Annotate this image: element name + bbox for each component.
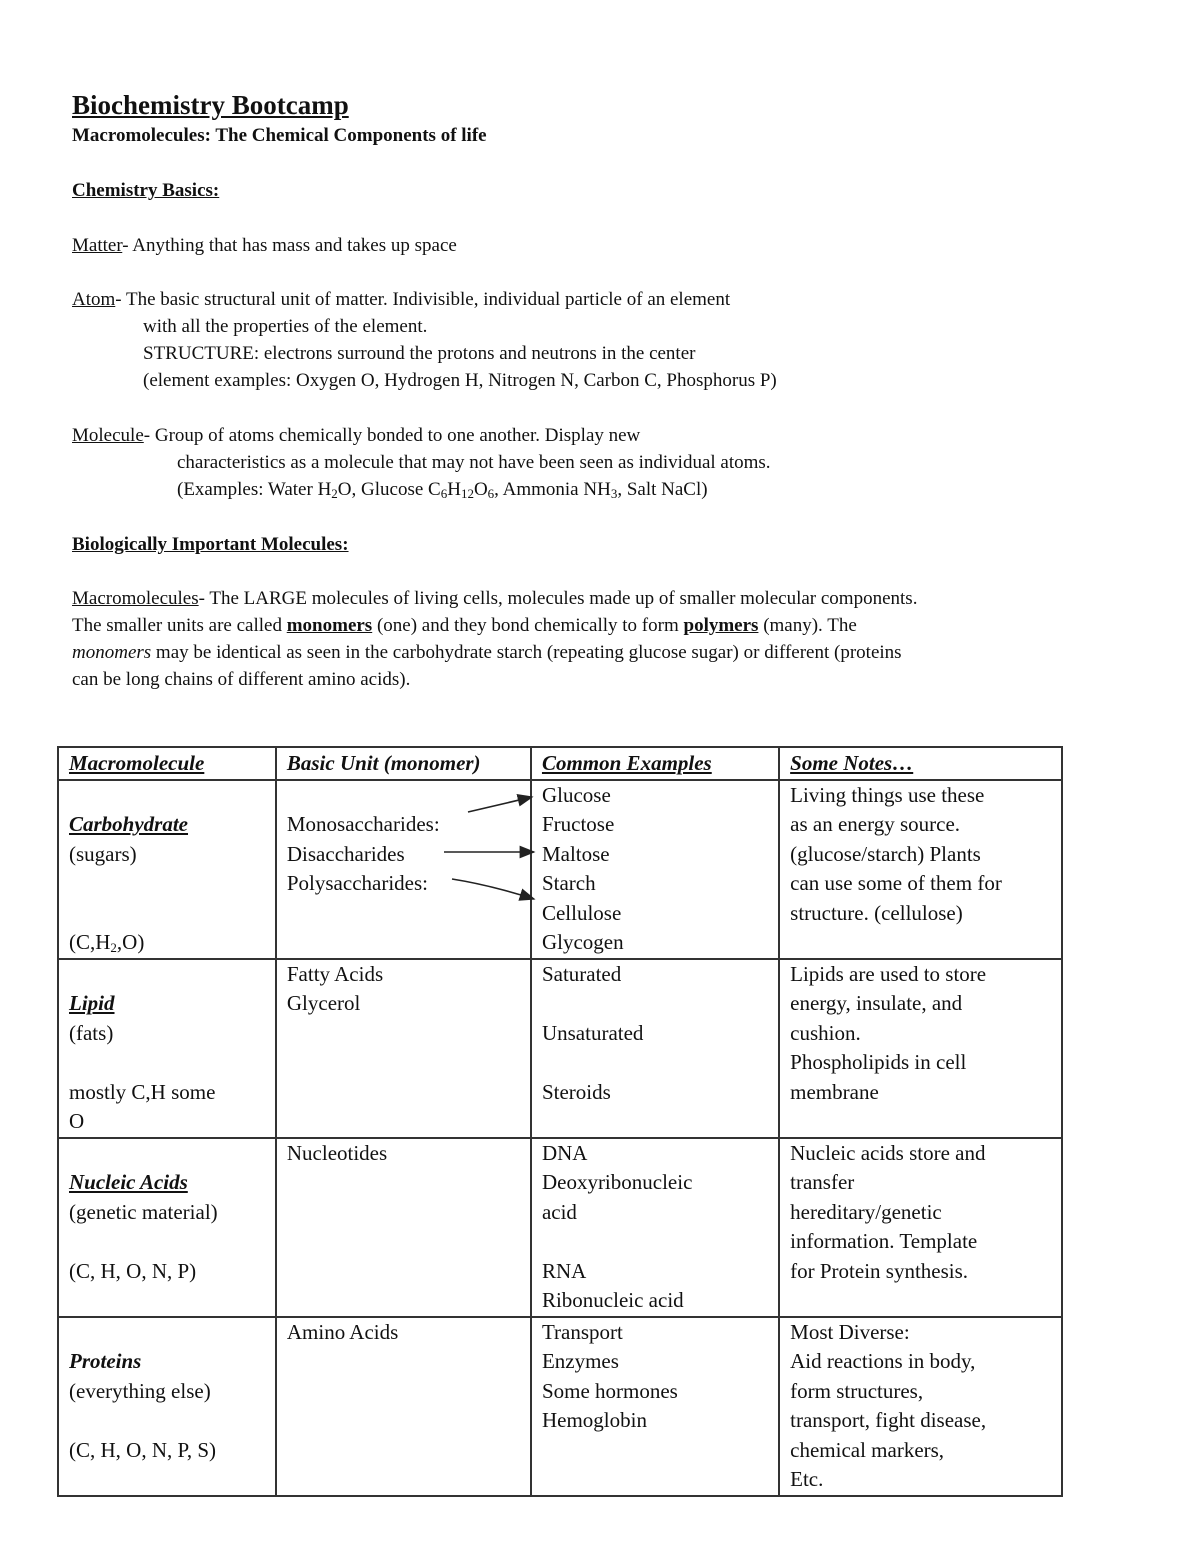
header-basic-unit: Basic Unit (monomer): [286, 751, 481, 775]
atom-line-1: - The basic structural unit of matter. Indivisible, individual particle of an element: [115, 289, 731, 310]
carbohydrate-formula: $(C,H_2,O)$: [69, 930, 145, 955]
matter-text: - Anything that has mass and takes up space: [122, 235, 457, 256]
atom-line-2: with all the properties of the element.: [143, 316, 428, 337]
molecule-examples: (Examples: Water $H_2O$, Glucose $C_6H_{12}O_6$, Ammonia $NH_3$, Salt NaCl): [177, 479, 708, 501]
page-subtitle: Macromolecules: The Chemical Components of life: [72, 125, 487, 146]
table-header-row: [58, 747, 1062, 780]
proteins-name: Proteins: [69, 1349, 142, 1373]
carbohydrate-name: Carbohydrate: [69, 812, 189, 836]
molecule-line-2: characteristics as a molecule that may not have been seen as individual atoms.: [177, 452, 771, 473]
chemistry-basics-heading: Chemistry Basics:: [72, 180, 220, 201]
page-title: Biochemistry Bootcamp: [72, 90, 349, 120]
matter-definition: [72, 232, 457, 259]
matter-term: Matter: [72, 235, 123, 256]
atom-line-4: (element examples: Oxygen O, Hydrogen H, Nitrogen N, Carbon C, Phosphorus P): [143, 370, 777, 391]
header-macromolecule: Macromolecule: [69, 751, 205, 775]
monomers-term: monomers: [286, 615, 373, 636]
macromolecules-definition: Macromolecules- The LARGE molecules of living cells, molecules made up of smaller molecular components. The smaller units are called monomers (one) and they bond chemically to form polymers (many). The monomers may be identical as seen in the carbohydrate starch (repeating glucose sugar) or different (proteins can be long chains of different amino acids).: [72, 588, 918, 690]
table-row-nucleic-acids: Nucleic Acids (genetic material) (C, H, O, N, P) Nucleotides DNA Deoxyribonucleic acid RNA Ribonucleic acid Nucleic acids store and transfer hereditary/genetic information. Template for Protein synthesis.: [58, 1138, 1062, 1317]
atom-term: Atom: [72, 289, 116, 310]
table-row-carbohydrate: Carbohydrate (sugars) $(C,H_2,O)$ Monosaccharides: Disaccharides Polysaccharides: Glucose Fructose Maltose Starch Cellulose Glycogen Living things use these as an energy source. (glucose/starch) Plants can use some of them for structure. (cellulose): [58, 780, 1062, 959]
lipid-name: Lipid: [69, 991, 115, 1015]
nucleic-acids-name: Nucleic Acids: [69, 1170, 188, 1194]
molecule-term: Molecule: [72, 425, 144, 446]
molecule-line-1: - Group of atoms chemically bonded to one another. Display new: [143, 425, 641, 446]
table-row-lipid: Lipid (fats) mostly C,H some O Fatty Acids Glycerol Saturated Unsaturated Steroids Lipids are used to store energy, insulate, and cushion. Phospholipids in cell membrane: [58, 959, 1062, 1138]
atom-definition: [72, 286, 777, 394]
macromolecules-term: Macromolecules: [72, 588, 199, 609]
atom-line-3: STRUCTURE: electrons surround the protons and neutrons in the center: [143, 343, 696, 364]
molecule-definition: [72, 422, 771, 503]
header-some-notes: Some Notes…: [790, 751, 914, 775]
header-common-examples: Common Examples: [541, 751, 712, 775]
macromolecule-table: [57, 746, 1063, 1497]
bio-molecules-heading: Biologically Important Molecules:: [72, 534, 349, 555]
polymers-term: polymers: [683, 615, 759, 636]
table-row-proteins: Proteins (everything else) (C, H, O, N, P, S) Amino Acids Transport Enzymes Some hormones Hemoglobin Most Diverse: Aid reactions in body, form structures, transport, fight disease, chemical markers, Etc.: [58, 1317, 1062, 1496]
